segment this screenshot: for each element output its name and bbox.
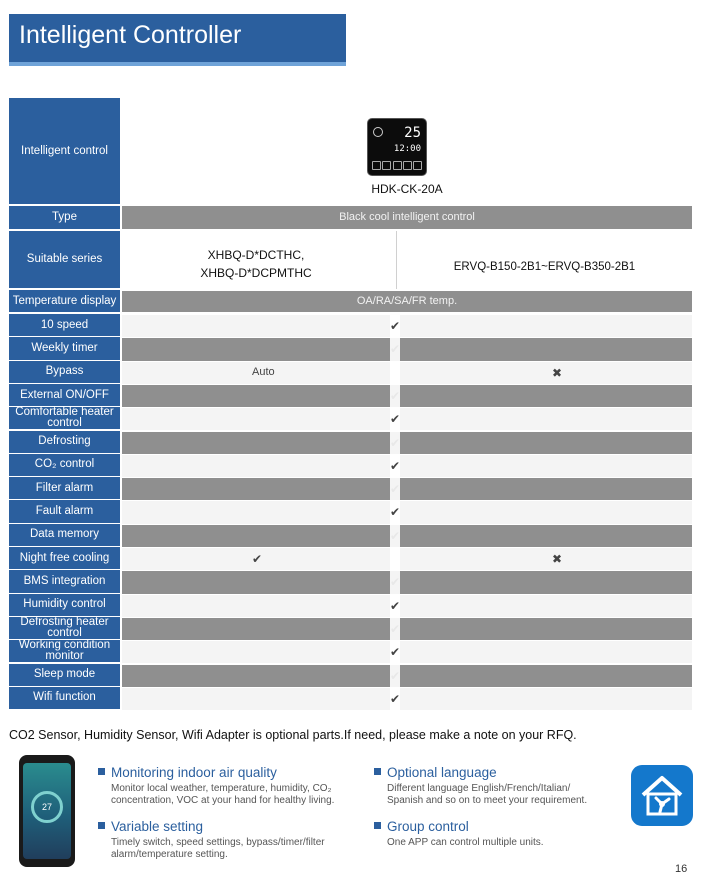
row-left-mark: ✔ [252,552,263,566]
phone-reading: 27 [31,791,63,823]
row-check-mark: ✔ [389,598,401,613]
title-banner [9,14,346,66]
optional-parts-note: CO2 Sensor, Humidity Sensor, Wifi Adapter is optional parts.If need, please make a note on your RFQ. [9,728,577,742]
row-label-cell [9,477,120,500]
device-time: 12:00 [393,144,421,154]
row-value-cell [122,641,692,663]
series-left: XHBQ-D*DCTHC, XHBQ-D*DCPMTHC [200,248,312,280]
row-check-mark: ✔ [389,645,401,660]
feature-group-control: Group control One APP can control multiple units. [374,819,624,849]
row-value-cell [122,432,692,454]
row-label-cell [9,337,120,360]
temp-label-cell [9,290,120,313]
series-label-cell [9,231,120,289]
row-label: Night free cooling [19,551,110,564]
row-value-cell [122,688,692,710]
feature-language: Optional language Different language English/French/Italian/ Spanish and so on to meet your requirement. [374,765,624,807]
row-check-mark: ✔ [389,342,401,357]
row-label: Wifi function [33,691,96,704]
spec-table [9,98,692,718]
row-value-cell [122,338,692,360]
row-label: Fault alarm [35,505,94,518]
row-label-cell [9,431,120,454]
row-value-cell [122,408,692,430]
row-label-cell [9,500,120,523]
row-label: Humidity control [23,598,106,611]
row-check-mark: ✔ [389,668,401,683]
row-label-cell [9,407,120,430]
row-label-cell [9,664,120,687]
row-check-mark: ✔ [389,458,401,473]
feature-air-quality: Monitoring indoor air quality Monitor local weather, temperature, humidity, CO₂ concentration, VOC at your hand for healthy living. [98,765,368,807]
series-value-cell [122,231,692,289]
row-label-cell [9,640,120,663]
row-label: Sleep mode [33,668,96,681]
row-check-mark: ✔ [389,575,401,590]
row-value-cell [122,548,692,570]
row-label: Filter alarm [35,481,94,494]
page-number: 16 [675,863,688,875]
type-label-cell [9,206,120,230]
fan-icon [373,127,383,137]
row-value-cell [122,665,692,687]
type-value-cell [122,206,692,229]
row-label: Data memory [29,528,100,541]
row-label-cell [9,314,120,337]
row-label-cell [9,570,120,593]
row-right-mark: ✖ [552,552,563,566]
row-label-cell [9,687,120,710]
row-check-mark: ✔ [389,482,401,497]
row-value-cell [122,618,692,640]
row-right-mark: ✖ [552,365,563,380]
row-label-cell [9,384,120,407]
phone-screen [23,763,71,859]
house-fan-icon [631,765,693,826]
header-label: Intelligent control [21,144,108,157]
temp-label: Temperature display [12,294,117,307]
type-value: Black cool intelligent control [339,211,475,223]
row-check-mark: ✔ [389,621,401,636]
row-label: CO₂ control [34,458,95,471]
row-label-cell [9,361,120,384]
row-label: BMS integration [23,574,106,587]
row-value-cell [122,315,692,337]
row-value-cell [122,362,692,384]
header-model-cell [122,98,692,205]
row-label-cell [9,524,120,547]
page-title: Intelligent Controller [19,21,242,49]
row-check-mark: ✔ [389,388,401,403]
device-temp: 25 [404,125,421,141]
series-label: Suitable series [26,253,103,265]
row-check-mark: ✔ [389,319,401,333]
row-check-mark: ✔ [389,691,401,706]
row-label: Defrosting [38,435,91,448]
row-check-mark: ✔ [389,435,401,450]
type-label: Type [52,211,77,223]
temp-value: OA/RA/SA/FR temp. [356,295,458,307]
row-check-mark: ✔ [389,528,401,543]
row-value-cell [122,571,692,593]
row-check-mark: ✔ [389,412,401,427]
row-label-cell [9,547,120,570]
row-value-cell [122,525,692,547]
row-label-cell [9,617,120,640]
row-check-mark: ✔ [389,505,401,520]
app-icon [631,765,693,826]
row-value-cell [122,478,692,500]
feature-variable-setting: Variable setting Timely switch, speed settings, bypass/timer/filter alarm/temperature setting. [98,819,368,861]
row-label: Defrosting heater control [20,616,109,640]
header-label-cell [9,98,120,205]
row-label-cell [9,594,120,617]
row-value-cell [122,455,692,477]
row-value-cell [122,501,692,523]
controller-device-image [367,118,427,176]
phone-app-image [19,755,75,867]
row-label: Bypass [45,365,84,378]
series-right: ERVQ-B150-2B1~ERVQ-B350-2B1 [453,261,636,273]
temp-value-cell [122,291,692,312]
row-value-cell [122,385,692,407]
row-label: Working condition monitor [18,639,111,663]
row-label: External ON/OFF [20,388,109,401]
row-left-mark: Auto [252,365,275,378]
row-label: Weekly timer [31,341,98,354]
row-label-cell [9,454,120,477]
model-name: HDK-CK-20A [371,182,443,196]
device-buttons [372,161,422,170]
row-label: 10 speed [40,318,89,331]
row-label: Comfortable heater control [15,406,114,430]
row-value-cell [122,595,692,617]
